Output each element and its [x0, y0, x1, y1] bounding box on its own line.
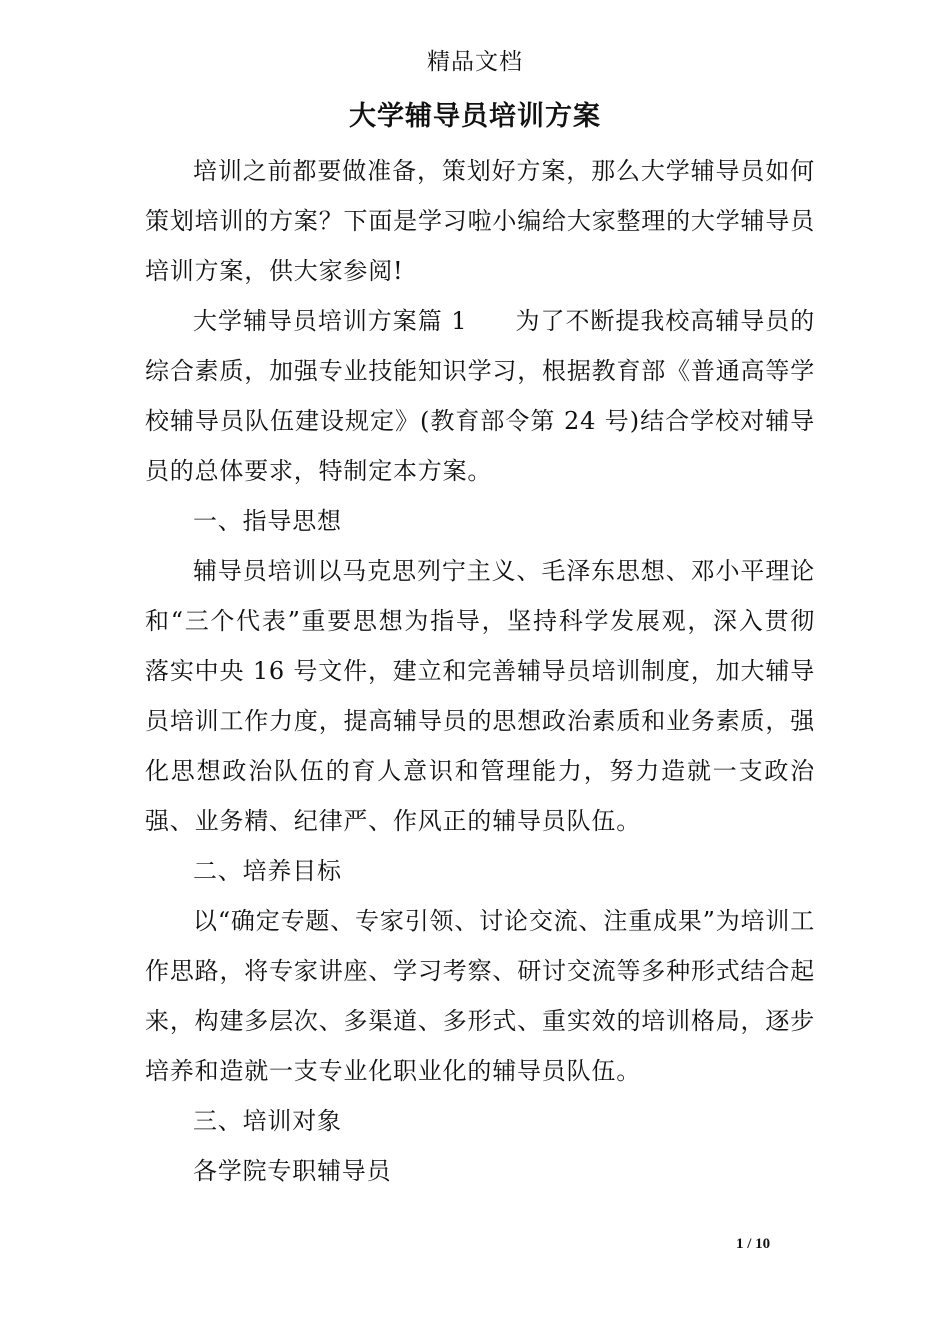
page-header: 精品文档	[427, 49, 523, 75]
training-targets-paragraph: 各学院专职辅导员	[193, 1157, 392, 1185]
chapter-intro-paragraph	[145, 296, 815, 496]
page-number: 1 / 10	[736, 1236, 771, 1252]
document-body	[145, 146, 815, 1196]
section-heading-guiding-ideology: 一、指导思想	[193, 507, 342, 535]
intro-paragraph: 培训之前都要做准备，策划好方案，那么大学辅导员如何策划培训的方案？下面是学习啦小编给大家整理的大学辅导员培训方案，供大家参阅!	[145, 157, 815, 285]
training-goals-paragraph: 以“确定专题、专家引领、讨论交流、注重成果”为培训工作思路，将专家讲座、学习考察、研讨交流等多种形式结合起来，构建多层次、多渠道、多形式、重实效的培训格局，逐步培养和造就一支专业化职业化的辅导员队伍。	[145, 907, 815, 1085]
section-heading-training-goals: 二、培养目标	[193, 857, 342, 885]
section-heading-training-targets: 三、培训对象	[193, 1107, 342, 1135]
chapter-intro-text: 为了不断提我校高辅导员的综合素质，加强专业技能知识学习，根据教育部《普通高等学校辅导员队伍建设规定》(教育部令第 24 号)结合学校对辅导员的总体要求，特制定本方案。	[145, 307, 815, 485]
document-title: 大学辅导员培训方案	[349, 101, 601, 132]
guiding-ideology-paragraph: 辅导员培训以马克思列宁主义、毛泽东思想、邓小平理论和“三个代表”重要思想为指导，坚持科学发展观，深入贯彻落实中央 16 号文件，建立和完善辅导员培训制度，加大辅导员培训工作力度，提高辅导员的思想政治素质和业务素质，强化思想政治队伍的育人意识和管理能力，努力造就一支政治强、业务精、纪律严、作风正的辅导员队伍。	[145, 557, 815, 835]
chapter-label: 大学辅导员培训方案篇 1	[193, 307, 468, 335]
